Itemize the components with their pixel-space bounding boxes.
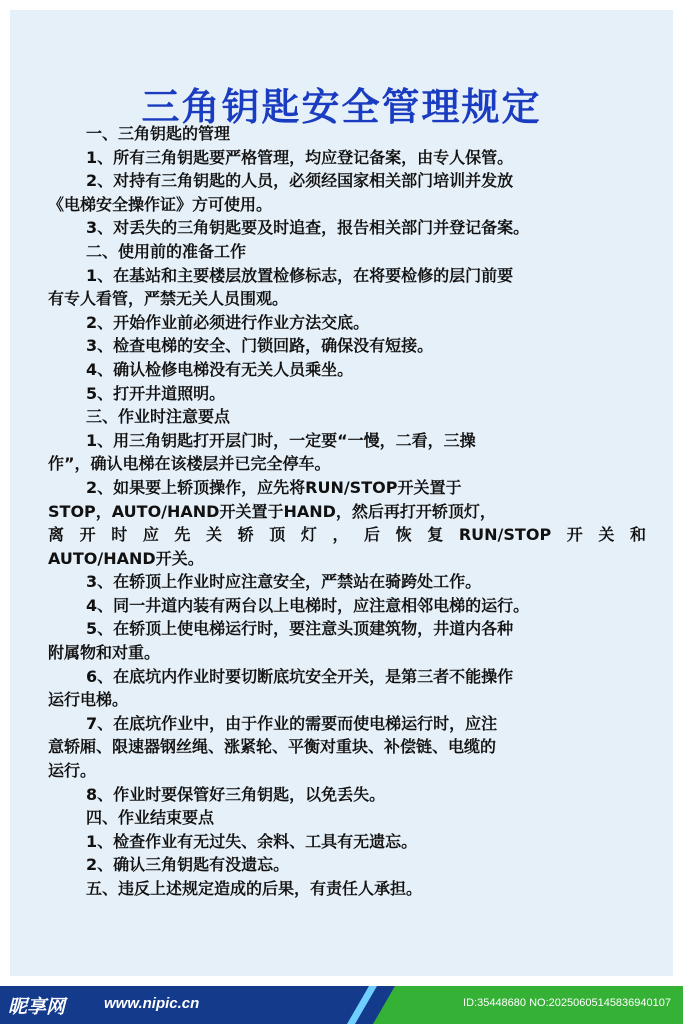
rule-line: 1、检查作业有无过失、余料、工具有无遗忘。 <box>86 831 418 851</box>
rule-line: STOP，AUTO/HAND开关置于HAND，然后再打开轿顶灯， <box>48 501 496 521</box>
rule-line: 6、在底坑内作业时要切断底坑安全开关，是第三者不能操作 <box>86 666 514 686</box>
rule-line: 附属物和对重。 <box>48 643 161 663</box>
rule-line: 8、作业时要保管好三角钥匙，以免丢失。 <box>86 784 386 804</box>
rule-line: 意轿厢、限速器钢丝绳、涨紧轮、平衡对重块、补偿链、电缆的 <box>48 737 497 757</box>
rule-line: 3、检查电梯的安全、门锁回路，确保没有短接。 <box>86 336 434 356</box>
rule-line: 5、在轿顶上使电梯运行时，要注意头顶建筑物，井道内各种 <box>86 619 514 639</box>
rule-line: 4、同一井道内装有两台以上电梯时，应注意相邻电梯的运行。 <box>86 595 530 615</box>
rule-line: 1、用三角钥匙打开层门时，一定要“一慢，二看，三操 <box>86 430 476 450</box>
footer-stripe <box>347 986 377 1024</box>
rule-line: 2、对持有三角钥匙的人员，必须经国家相关部门培训并发放 <box>86 171 514 191</box>
site-logo: 昵享网 <box>8 996 66 1018</box>
section-heading: 五、违反上述规定造成的后果，有责任人承担。 <box>86 879 423 898</box>
rule-line: 1、所有三角钥匙要严格管理，均应登记备案，由专人保管。 <box>86 147 514 167</box>
section-heading: 四、作业结束要点 <box>86 808 215 828</box>
rule-line: 3、对丢失的三角钥匙要及时追查，报告相关部门并登记备案。 <box>86 218 530 238</box>
rule-line: 2、开始作业前必须进行作业方法交底。 <box>86 312 370 332</box>
section-heading: 一、三角钥匙的管理 <box>86 124 231 143</box>
rule-line: 运行电梯。 <box>48 690 129 710</box>
rule-line: 7、在底坑作业中，由于作业的需要而使电梯运行时，应注 <box>86 713 498 733</box>
regulation-body <box>48 122 646 901</box>
rule-line: 作”，确认电梯在该楼层并已完全停车。 <box>48 454 331 474</box>
rule-line: 2、确认三角钥匙有没遗忘。 <box>86 855 290 875</box>
watermark-footer <box>0 986 683 1024</box>
rule-line: AUTO/HAND开关。 <box>48 548 204 568</box>
rule-line: 4、确认检修电梯没有无关人员乘坐。 <box>86 359 354 379</box>
rule-line: 有专人看管，严禁无关人员围观。 <box>48 289 289 309</box>
rule-line: 运行。 <box>48 761 97 781</box>
rule-line: 2、如果要上轿顶操作，应先将RUN/STOP开关置于 <box>86 477 462 497</box>
page-title: 三角钥匙安全管理规定 <box>141 85 542 129</box>
rule-line: 5、打开井道照明。 <box>86 383 226 403</box>
rule-line: 《电梯安全操作证》方可使用。 <box>48 194 273 214</box>
rule-line: 1、在基站和主要楼层放置检修标志，在将要检修的层门前要 <box>86 265 514 285</box>
section-heading: 二、使用前的准备工作 <box>86 241 247 261</box>
rule-line: 离开时应先关轿顶灯，后恢复RUN/STOP开关和 <box>48 525 646 545</box>
rule-line: 3、在轿顶上作业时应注意安全，严禁站在骑跨处工作。 <box>86 572 482 592</box>
image-id-label: ID:35448680 NO:20250605145836940107 <box>463 997 671 1009</box>
site-url[interactable]: www.nipic.cn <box>104 995 200 1012</box>
section-heading: 三、作业时注意要点 <box>86 407 231 427</box>
